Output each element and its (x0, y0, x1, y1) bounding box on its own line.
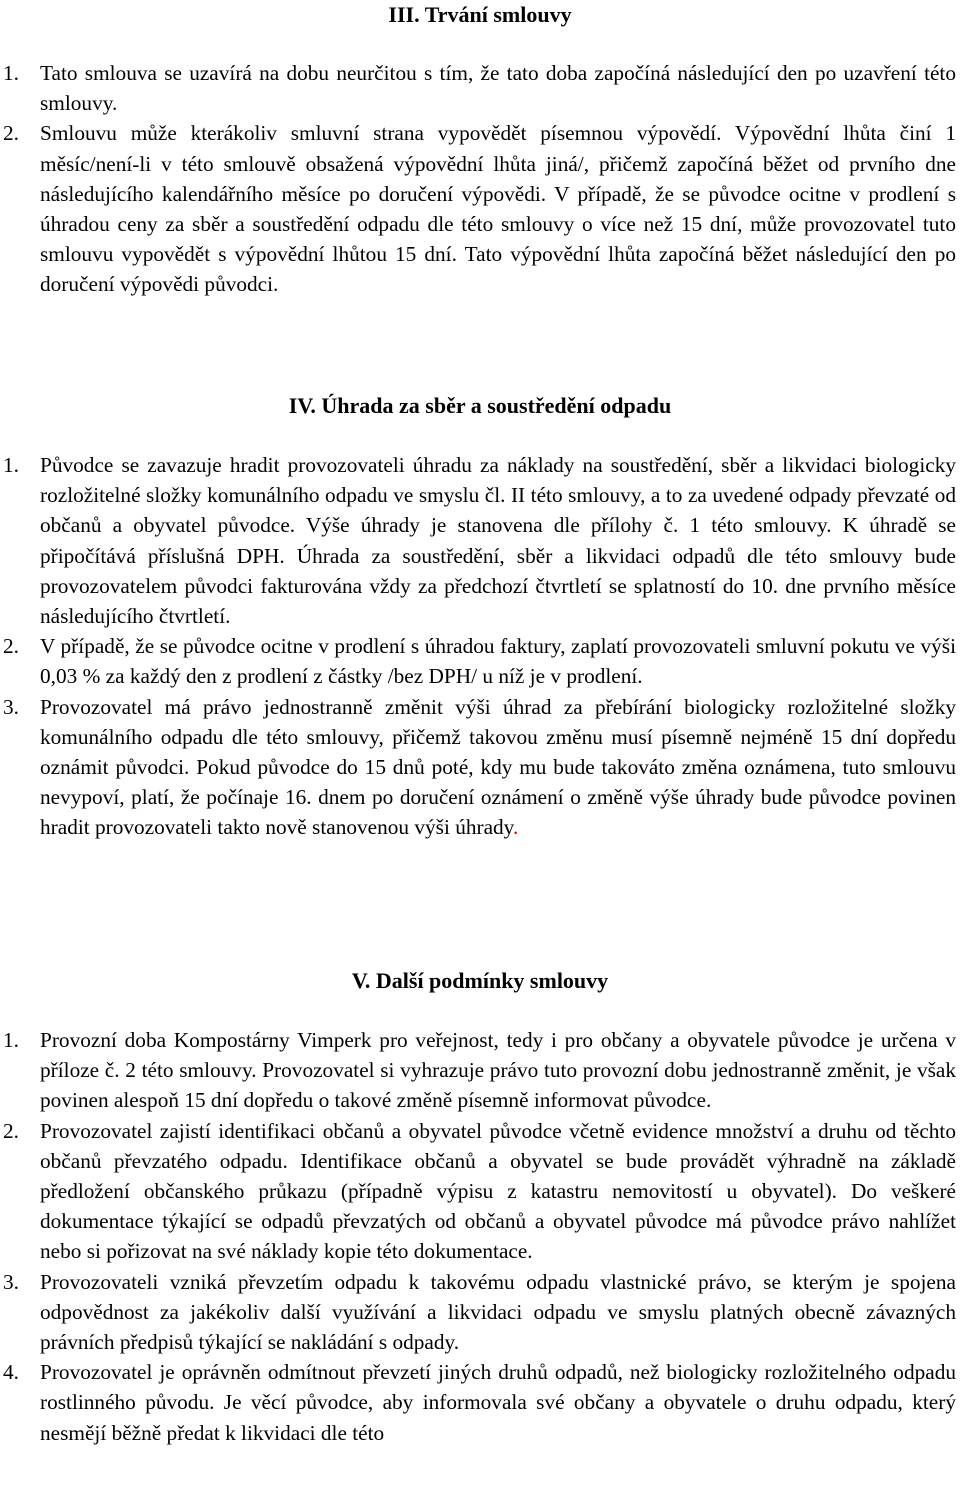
section-list (0, 450, 960, 843)
item-number: 1. (3, 61, 19, 85)
item-text: Provozovatel je oprávněn odmítnout převzetí jiných druhů odpadů, než biologicky rozložitelného odpadu rostlinného původu. Je věcí původce, aby informovala své občany a obyvatele o druhu odpadu, který nesmějí běžně předat k likvidaci dle této (40, 1360, 956, 1445)
item-text: Provozní doba Kompostárny Vimperk pro veřejnost, tedy i pro občany a obyvatele původce je určena v příloze č. 2 této smlouvy. Provozovatel si vyhrazuje právo tuto provozní dobu jednostranně změnit, je však povinen alespoň 15 dní dopředu o takové změně písemně informovat původce. (40, 1028, 956, 1113)
section-list (0, 58, 960, 300)
section-heading: IV. Úhrada za sběr a soustředění odpadu (288, 393, 672, 418)
item-number: 3. (3, 694, 19, 719)
item-text: V případě, že se původce ocitne v prodlení s úhradou faktury, zaplatí provozovateli smluvní pokutu ve výši 0,03 % za každý den z prodlení z částky /bez DPH/ u níž je v prodlení. (40, 634, 956, 689)
item-number: 4. (3, 1360, 19, 1385)
item-text: Provozovatel zajistí identifikaci občanů a obyvatel původce včetně evidence množství a druhu od těchto občanů převzatého odpadu. Identifikace občanů a obyvatel se bude provádět výhradně na základě předložení občanského průkazu (případně výpisu z katastru nemovitostí u obyvatel). Do veškeré dokumentace týkající se odpadů převzatých od občanů a obyvatel původce má původce právo nahlížet nebo si pořizovat na své náklady kopie této dokumentace. (40, 1118, 956, 1264)
section-heading: V. Další podmínky smlouvy (351, 968, 609, 993)
list-item (0, 450, 960, 631)
list-item (0, 1357, 960, 1448)
item-text: Provozovateli vzniká převzetím odpadu k takovému odpadu vlastnické právo, se kterým je spojena odpovědnost za jakékoliv další využívání a likvidaci odpadu ve smyslu platných obecně závazných právních předpisů týkající se nakládání s odpady. (40, 1269, 956, 1355)
list-item (0, 118, 960, 299)
section-list (0, 1025, 960, 1448)
item-text: Tato smlouva se uzavírá na dobu neurčitou s tím, že tato doba započíná následující den po uzavření této smlouvy. (40, 61, 956, 116)
item-number: 3. (3, 1269, 19, 1294)
item-number: 2. (3, 121, 19, 146)
list-item (0, 1116, 960, 1267)
list-item (0, 1025, 960, 1116)
list-item (0, 58, 960, 118)
item-text: Smlouvu může kterákoliv smluvní strana vypovědět písemnou výpovědí. Výpovědní lhůta činí 1 měsíc/není-li v této smlouvě obsažená výpovědní lhůta jiná/, přičemž započíná běžet od prvního dne následujícího kalendářního měsíce po doručení výpovědi. V případě, že se původce ocitne v prodlení s úhradou ceny za sběr a soustředění odpadu dle této smlouvy o více než 15 dní, může provozovatel tuto smlouvu vypovědět s výpovědní lhůtou 15 dní. Tato výpovědní lhůta započíná běžet následující den po doručení výpovědi původci. (40, 121, 956, 297)
item-number: 1. (3, 453, 19, 477)
trailing-period: . (512, 815, 519, 840)
list-item (0, 1267, 960, 1358)
list-item (0, 631, 960, 691)
section-heading: III. Trvání smlouvy (388, 2, 572, 27)
item-number: 1. (3, 1028, 19, 1052)
item-number: 2. (3, 634, 19, 659)
item-number: 2. (3, 1118, 19, 1143)
item-text: Původce se zavazuje hradit provozovateli úhradu za náklady na soustředění, sběr a likvidaci biologicky rozložitelné složky komunálního odpadu ve smyslu čl. II této smlouvy, a to za uvedené odpady převzaté od občanů a obyvatel původce. Výše úhrady je stanovena dle přílohy č. 1 této smlouvy. K úhradě se připočítává příslušná DPH. Úhrada za soustředění, sběr a likvidaci odpadů dle této smlouvy bude provozovatelem původci fakturována vždy za předchozí čtvrtletí se splatností do 10. dne prvního měsíce následujícího čtvrtletí. (40, 453, 956, 629)
list-item (0, 692, 960, 843)
item-text: Provozovatel má právo jednostranně změnit výši úhrad za přebírání biologicky rozložitelné složky komunálního odpadu dle této smlouvy, přičemž takovou změnu musí písemně nejméně 15 dní dopředu oznámit původci. Pokud původce do 15 dnů poté, kdy mu bude takováto změna oznámena, tuto smlouvu nevypoví, platí, že počínaje 16. dnem po doručení oznámení o změně výše úhrady bude původce povinen hradit provozovateli takto nově stanovenou výši úhrady (40, 694, 956, 840)
